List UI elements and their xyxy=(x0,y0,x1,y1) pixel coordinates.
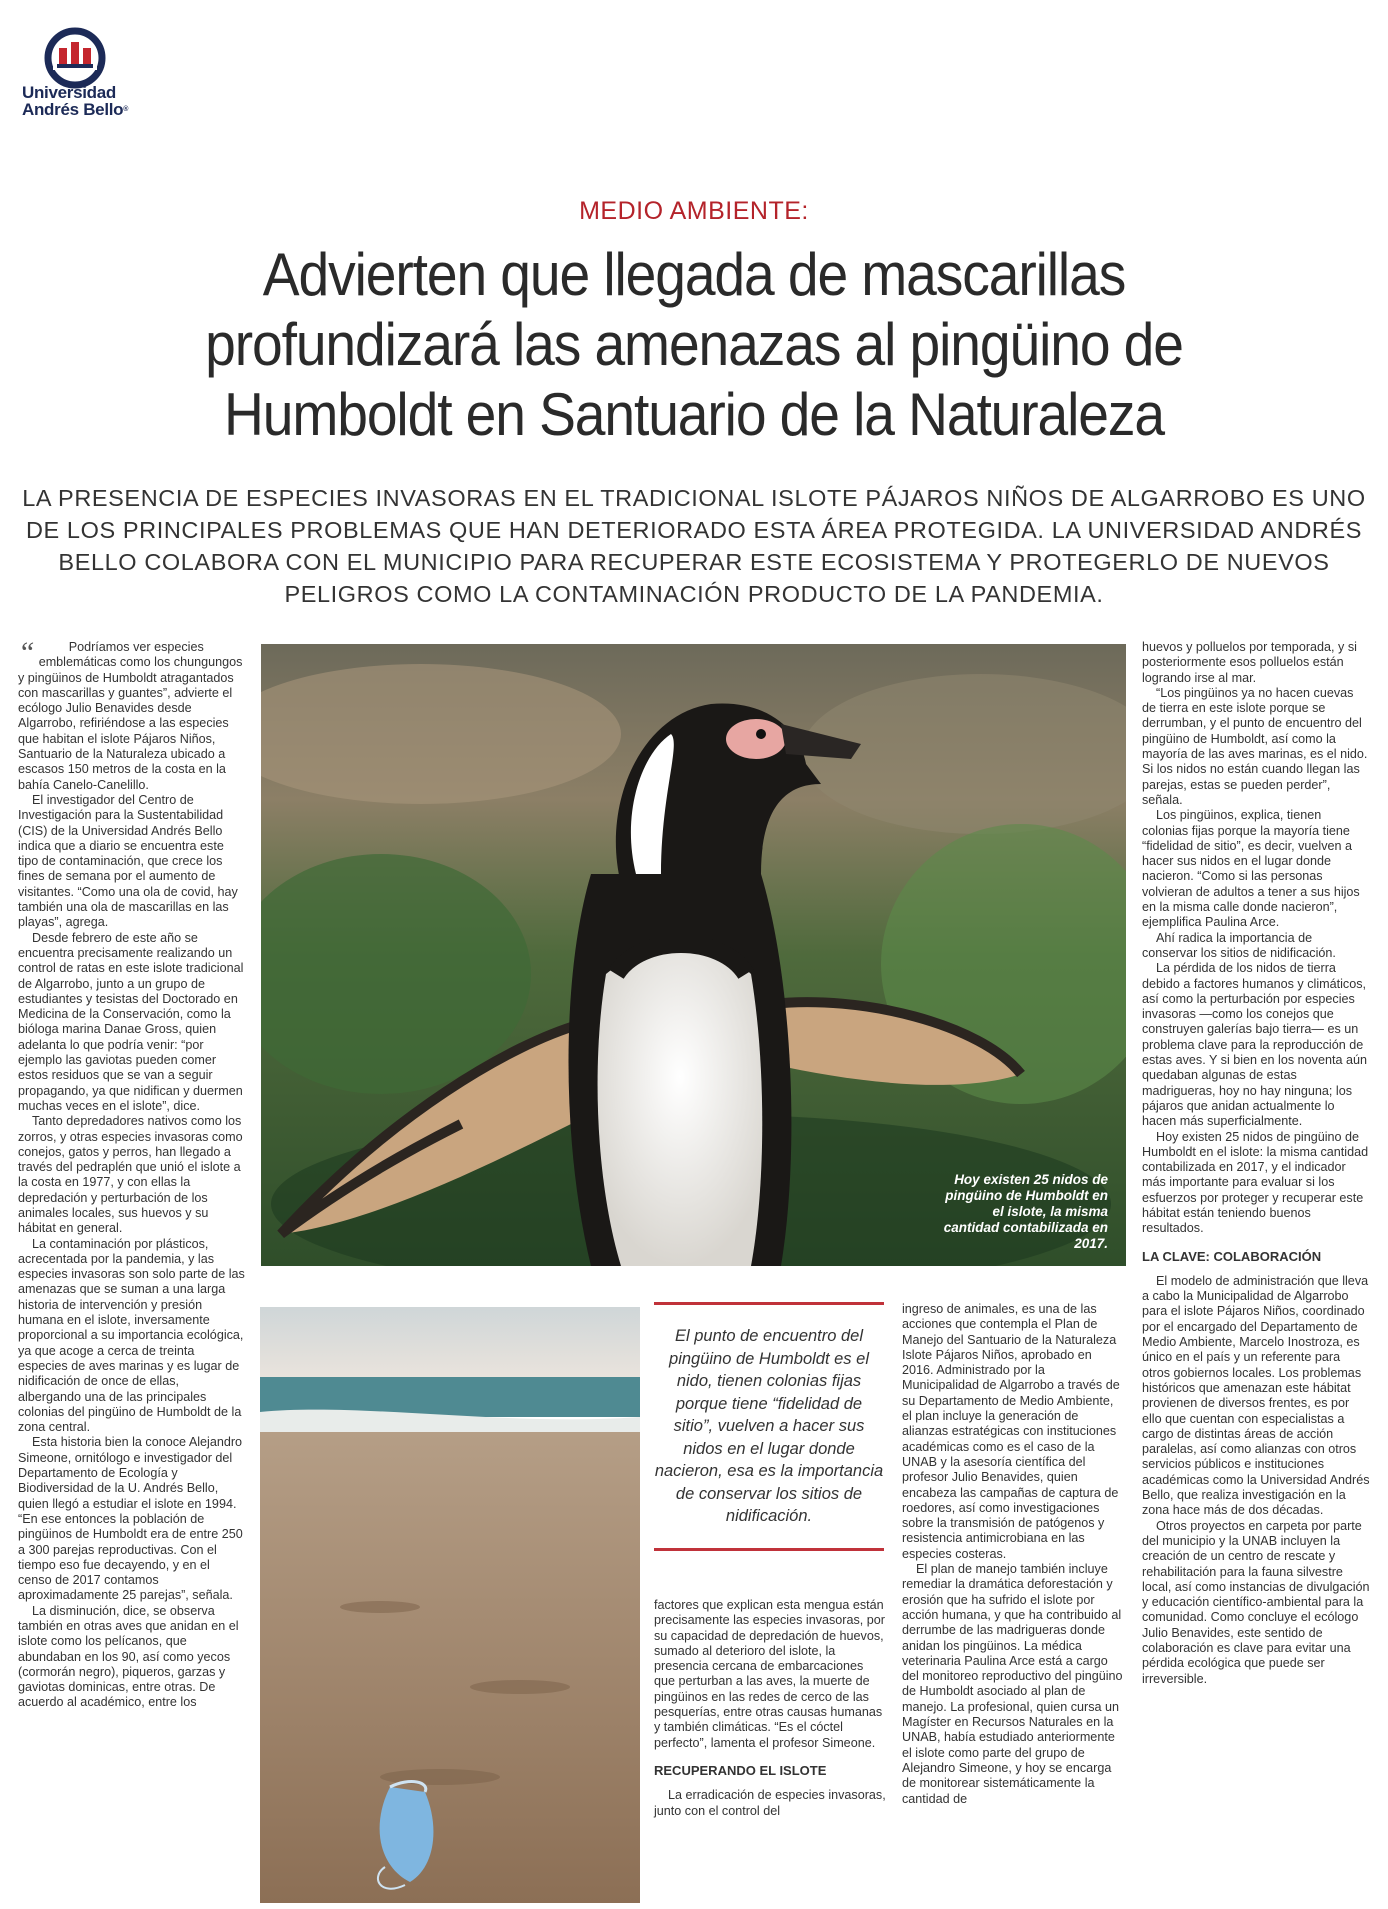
paragraph: “Los pingüinos ya no hacen cuevas de tierra en este islote porque se derrumban, y el punto de encuentro del pingüino de Humboldt, así como la mayoría de las aves marinas, es el nido. Si los nidos no están cuando llegan las parejas, estas se pueden perder”, señala. xyxy=(1142,685,1368,807)
deck-line: LA PRESENCIA DE ESPECIES INVASORAS EN EL TRADICIONAL ISLOTE PÁJAROS NIÑOS DE ALGARROBO ES UNO xyxy=(22,485,1366,511)
subheading: LA CLAVE: COLABORACIÓN xyxy=(1142,1248,1322,1264)
deck-line: PELIGROS COMO LA CONTAMINACIÓN PRODUCTO DE LA PANDEMIA. xyxy=(284,581,1104,607)
paragraph: factores que explican esta mengua están precisamente las especies invasoras, por su capacidad de depredación de huevos, sumado al deterioro del islote, la presencia cercana de embarcaciones que perturban a las aves, la muerte de pingüinos en las redes de cerco de las pesquerías, entre otras causas humanas y también climáticas. “Es el cóctel perfecto”, lamenta el profesor Simeone. xyxy=(654,1598,885,1750)
beach-mask-photo xyxy=(260,1307,640,1903)
penguin-photo xyxy=(261,644,1126,1266)
body-column-5 xyxy=(1142,640,1370,1687)
paragraph: El modelo de administración que lleva a cabo la Municipalidad de Algarrobo para el islote Pájaros Niños, coordinado por el encargado del Departamento de Medio Ambiente, Marcelo Inostroza, es único en el país y un referente para otros gobiernos locales. Los problemas históricos que amenazan este hábitat provienen de diversos frentes, es por ello que cuentan con especialistas a cargo de distintas áreas de acción paralelas, así como alianzas con otros servicios públicos e instituciones académicas como la Universidad Andrés Bello, que realiza investigación en la zona hace más de dos décadas. xyxy=(1142,1273,1370,1518)
paragraph: La pérdida de los nidos de tierra debido a factores humanos y climáticos, así como la perturbación por especies invasoras —como los conejos que construyen galerías bajo tierra— es un problema clave para la reproducción de estas aves. Y si bien en los noventa aún quedaban algunas de estas madrigueras, hoy no hay ninguna; los pájaros que anidan actualmente lo hacen más superficialmente. xyxy=(1142,961,1367,1129)
pull-quote-text: El punto de encuentro del pingüino de Humboldt es el nido, tienen colonias fijas porque tiene “fidelidad de sitio”, vuelven a hacer sus nidos en el lugar donde nacieron, esa es la importancia de conservar los sitios de nidificación. xyxy=(654,1327,884,1525)
logo-line-2: Andrés Bello xyxy=(22,100,124,119)
paragraph: Hoy existen 25 nidos de pingüino de Humboldt en el islote: la misma cantidad contabilizada en 2017, y el indicador más importante para evaluar si los esfuerzos por proteger y recuperar este hábitat están teniendo buenos resultados. xyxy=(1142,1129,1369,1236)
headline-line: profundizará las amenazas al pingüino de xyxy=(205,311,1183,378)
paragraph: Ahí radica la importancia de conservar los sitios de nidificación. xyxy=(1142,930,1336,960)
paragraph: El investigador del Centro de Investigación para la Sustentabilidad (CIS) de la Universidad Andrés Bello indica que a diario se encuentra este tipo de contaminación, que crece los fines de semana por el aumento de visitantes. “Como una ola de covid, hay también una ola de mascarillas en las playas”, agrega. xyxy=(18,792,238,930)
paragraph: Otros proyectos en carpeta por parte del municipio y la UNAB incluyen la creación de un centro de rescate y rehabilitación para la fauna silvestre local, así como instancias de divulgación y educación científico-ambiental para la comunidad. Como concluye el ecólogo Julio Benavides, este sentido de colaboración es clave para evitar una pérdida ecológica que puede ser irreversible. xyxy=(1142,1518,1370,1686)
section-label: MEDIO AMBIENTE: xyxy=(579,197,809,225)
paragraph: La contaminación por plásticos, acrecentada por la pandemia, y las especies invasoras son solo parte de las amenazas que se suman a una larga historia de intervención y presión humana en el islote, inversamente proporcional a su importancia ecológica, ya que acoge a cerca de treinta especies de aves marinas y es lugar de nidificación de once de ellas, albergando una de las principales colonias del pingüino de Humboldt de la zona central. xyxy=(18,1236,245,1435)
quote-mark-icon: “ xyxy=(18,636,35,669)
body-column-3 xyxy=(654,1598,886,1819)
logo-wordmark xyxy=(22,84,128,118)
logo-line-1: Universidad xyxy=(22,83,117,102)
paragraph: Los pingüinos, explica, tienen colonias fijas porque la mayoría tiene “fidelidad de sitio”, es decir, vuelven a hacer sus nidos en el lugar donde nacieron. “Como si las personas volvieran de adultos a tener a sus hijos en la misma calle donde nacieron”, ejemplifica Paulina Arce. xyxy=(1142,808,1360,930)
paragraph: Esta historia bien la conoce Alejandro Simeone, ornitólogo e investigador del Departamento de Ecología y Biodiversidad de la U. Andrés Bello, quien llegó a estudiar el islote en 1994. “En ese entonces la población de pingüinos de Humboldt era de entre 250 a 300 parejas reproductivas. Con el tiempo eso fue decayendo, y en el censo de 2017 contamos aproximadamente 25 parejas”, señala. xyxy=(18,1435,243,1603)
pull-quote xyxy=(654,1302,884,1551)
registered-mark: ® xyxy=(123,106,129,113)
beach-illustration xyxy=(260,1307,640,1903)
deck-line: BELLO COLABORA CON EL MUNICIPIO PARA RECUPERAR ESTE ECOSISTEMA Y PROTEGERLO DE NUEVOS xyxy=(58,549,1330,575)
paragraph: La disminución, dice, se observa también en otras aves que anidan en el islote como los pelícanos, que abundaban en los 90, así como yecos (cormorán negro), piqueros, garzas y gaviotas dominicas, entre otras. De acuerdo al académico, entre los xyxy=(18,1603,239,1710)
paragraph: Desde febrero de este año se encuentra precisamente realizando un control de ratas en este islote tradicional de Algarrobo, junto a un grupo de estudiantes y tesistas del Doctorado en Medicina de la Conservación, como la bióloga marina Danae Gross, quien adelanta lo que podría venir: “por ejemplo las gaviotas pueden comer estos residuos que se van a seguir propagando, ya que nidifican y duermen muchas veces en el islote”, dice. xyxy=(18,930,244,1113)
paragraph: Podríamos ver especies emblemáticas como los chungungos y pingüinos de Humboldt atragantados con mascarillas y guantes”, advierte el ecólogo Julio Benavides desde Algarrobo, refiriéndose a las especies que habitan el islote Pájaros Niños, Santuario de la Naturaleza ubicado a escasos 150 metros de la costa en la bahía Canelo-Canelillo. xyxy=(18,640,243,792)
pull-quote-rule-top xyxy=(654,1302,884,1305)
headline-line: Humboldt en Santuario de la Naturaleza xyxy=(224,381,1164,448)
headline xyxy=(111,240,1278,450)
pull-quote-rule-bottom xyxy=(654,1548,884,1551)
deck-line: DE LOS PRINCIPALES PROBLEMAS QUE HAN DETERIORADO ESTA ÁREA PROTEGIDA. LA UNIVERSIDAD ANDRÉS xyxy=(25,517,1363,543)
body-column-1 xyxy=(18,636,245,1711)
paragraph: La erradicación de especies invasoras, junto con el control del xyxy=(654,1788,886,1818)
paragraph: ingreso de animales, es una de las acciones que contempla el Plan de Manejo del Santuario de la Naturaleza Islote Pájaros Niños, aprobado en 2016. Administrado por la Municipalidad de Algarrobo a través de su Departamento de Medio Ambiente, el plan incluye la generación de alianzas estratégicas con instituciones académicas como es el caso de la UNAB y la asesoría científica del profesor Julio Benavides, quien encabeza las campañas de captura de roedores, así como investigaciones sobre la transmisión de patógenos y resistencia antimicrobiana en las especies costeras. xyxy=(902,1302,1120,1561)
photo-caption: Hoy existen 25 nidos de pingüino de Humboldt en el islote, la misma cantidad contabilizada en 2017. xyxy=(943,1172,1108,1251)
deck xyxy=(20,482,1368,610)
paragraph: Tanto depredadores nativos como los zorros, y otras especies invasoras como conejos, gatos y perros, han llegado a través del pedraplén que unió el islote a la costa en 1977, y con ellas la depredación y perturbación de los animales locales, sus huevos y su hábitat en general. xyxy=(18,1114,243,1236)
headline-line: Advierten que llegada de mascarillas xyxy=(262,241,1126,308)
subheading: RECUPERANDO EL ISLOTE xyxy=(654,1762,827,1778)
paragraph: huevos y polluelos por temporada, y si posteriormente esos polluelos están logrando irse al mar. xyxy=(1142,640,1357,685)
body-column-4 xyxy=(902,1302,1124,1807)
paragraph: El plan de manejo también incluye remediar la dramática deforestación y erosión que ha sufrido el islote por acción humana, y que ha contribuido al derrumbe de las madrigueras donde anidan los pingüinos. La médica veterinaria Paulina Arce está a cargo del monitoreo reproductivo del pingüino de Humboldt asociado al plan de manejo. La profesional, quien cursa un Magíster en Recursos Naturales en la UNAB, había estudiado anteriormente el islote como parte del grupo de Alejandro Simeone, y hoy se encarga de monitorear sistemáticamente la cantidad de xyxy=(902,1562,1123,1806)
